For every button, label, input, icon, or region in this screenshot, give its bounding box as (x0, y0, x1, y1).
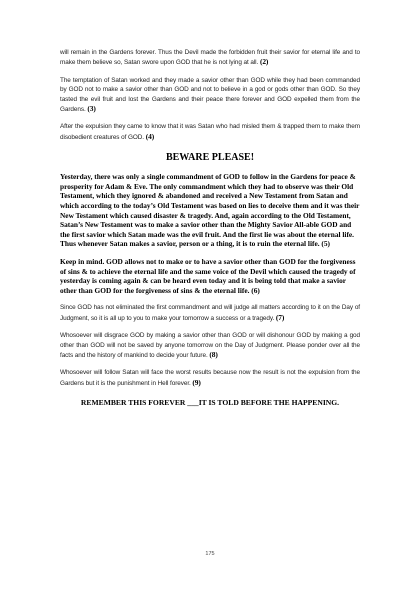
bold-paragraph-1 (60, 172, 360, 249)
reference-number: (6) (251, 285, 260, 295)
paragraph-text: Since GOD has not eliminated the first commandment and will judge all matters according to it on the Day of Judgment, so it is all up to you to make your tomorrow a success or a tragedy. (60, 304, 360, 322)
bold-paragraph-2 (60, 257, 360, 295)
reference-number: (4) (145, 131, 155, 141)
paragraph-2 (60, 76, 360, 115)
paragraph-9 (60, 368, 360, 388)
paragraph-8 (60, 331, 360, 360)
reference-number: (7) (275, 312, 285, 322)
reference-number: (5) (321, 239, 330, 249)
paragraph-text: Keep in mind. GOD allows not to make or to have a savior other than GOD for the forgiveness of sins & to achieve the eternal life and the same voice of the Devil which caused the tragedy of yesterday is coming again & can be heard even today and it is being told that make a savior other than GOD for the forgiveness of sins & the eternal life. (60, 257, 356, 295)
paragraph-text: Whosoever will disgrace GOD by making a savior other than GOD or will dishonour GOD by making a god other than GOD will not be saved by anyone tomorrow on the Day of Judgment. Please ponder over all the facts and the history of mankind to decide your future. (60, 332, 360, 359)
reference-number: (2) (259, 57, 269, 67)
reference-number: (8) (209, 350, 218, 359)
paragraph-text: will remain in the Gardens forever. Thus the Devil made the forbidden fruit their savior for eternal life and to make them believe so, Satan swore upon GOD that he is not lying at all. (60, 49, 360, 67)
paragraph-text: Yesterday, there was only a single commandment of GOD to follow in the Gardens for peace & prosperity for Adam & Eve. The only commandment which they had to observe was their Old Testament, which they ignored & abandoned and received a New Testament from Satan and which according to the today’s Old Testament was based on lies to deceive them and it was their New Testament which caused disaster & tragedy. And, again according to the Old Testament, Satan’s New Testament was to make a savior other than the Mighty Savior All-able GOD and the first savior which Satan made was the evil fruit. And the first lie was about the eternal life. Thus whenever Satan makes a savior, person or a thing, it is to ruin the eternal life. (60, 172, 360, 249)
paragraph-3 (60, 122, 360, 142)
paragraph-text: Whosoever will follow Satan will face the worst results because now the result is not the expulsion from the Gardens but it is the punishment in Hell forever. (60, 369, 360, 387)
paragraph-1 (60, 48, 360, 68)
paragraph-7 (60, 303, 360, 323)
paragraph-text: The temptation of Satan worked and they made a savior other than GOD while they had been commanded by GOD not to make a savior other than GOD and not to believe in a god or gods other than GOD. So they tasted the evil fruit and lost the Gardens and their peace there forever and GOD expelled them from the Gardens. (60, 76, 360, 114)
page-number: 175 (205, 551, 215, 557)
reference-number: (3) (87, 104, 96, 114)
paragraph-text: After the expulsion they came to know that it was Satan who had misled them & trapped them to make them disobedient creatures of GOD. (60, 123, 360, 141)
closing-line: REMEMBER THIS FOREVER ___IT IS TOLD BEFORE THE HAPPENING. (80, 398, 340, 408)
section-heading: BEWARE PLEASE! (165, 152, 255, 164)
reference-number: (9) (192, 377, 201, 387)
